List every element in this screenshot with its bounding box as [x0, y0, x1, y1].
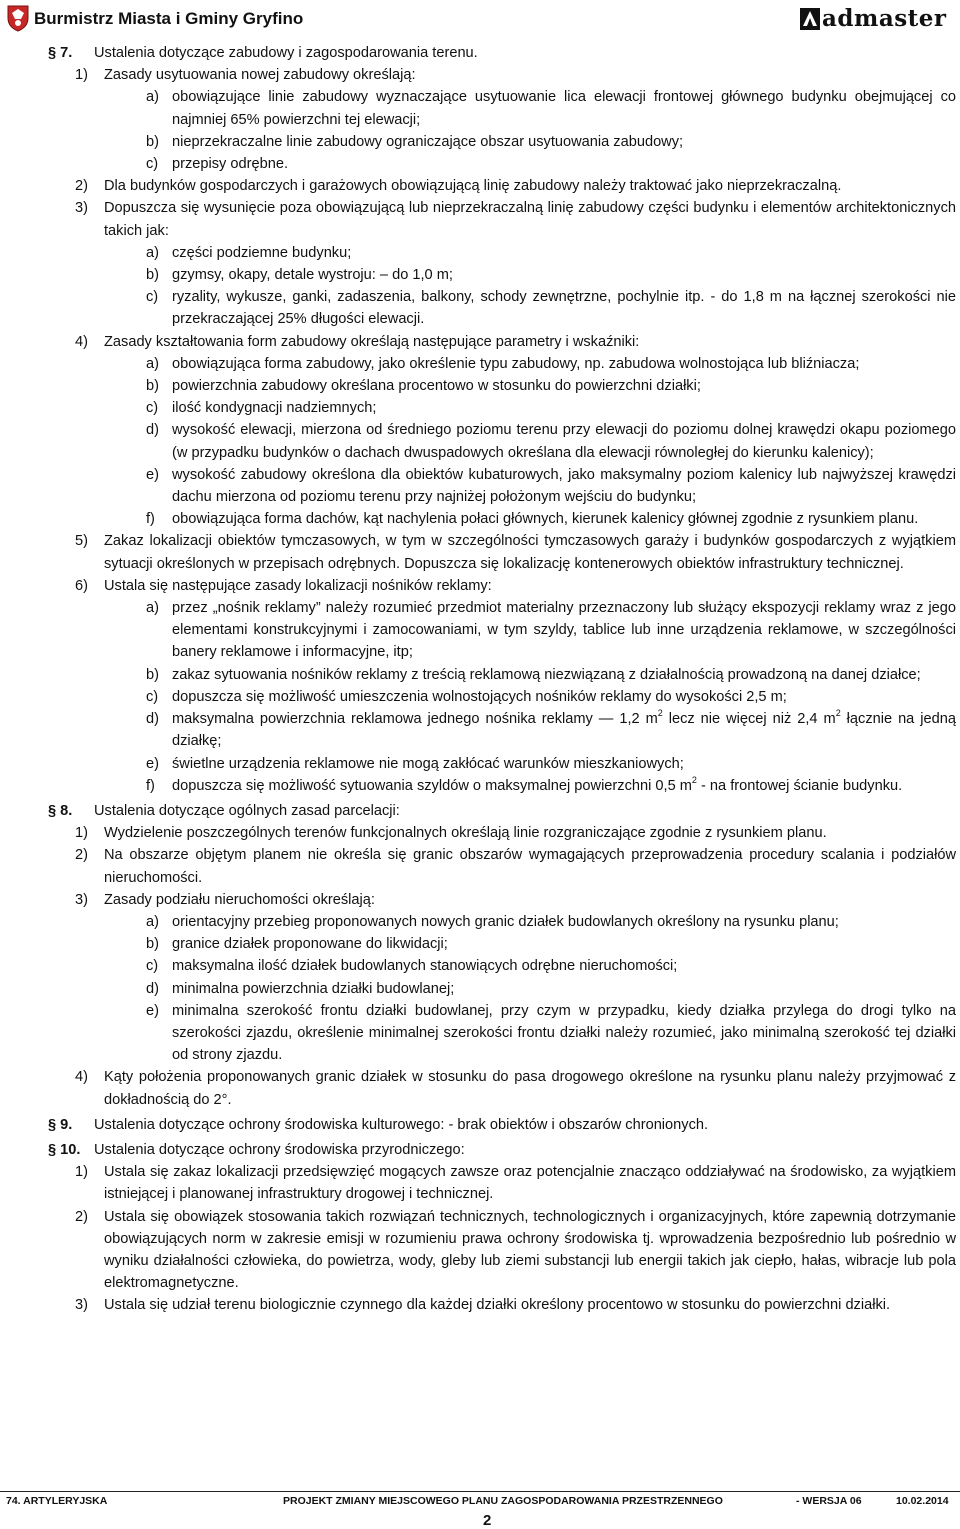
item-label: 4) [75, 333, 88, 350]
item-label: 4) [75, 1069, 88, 1086]
item-label: f) [146, 511, 155, 528]
page-footer [0, 1488, 960, 1528]
lettered-item [48, 775, 956, 797]
item-text: Zakaz lokalizacji obiektów tymczasowych, w tym w szczególności tymczasowych garaży i budynków gospodarczych z wyjątkiem sytuacji określonych w przepisach odrębnych. Dopuszcza się lokalizację kontenerowych obiektów infrastruktury technicznej. [104, 533, 956, 572]
item-label: c) [146, 958, 159, 975]
lettered-item [48, 933, 956, 955]
lettered-item [48, 86, 956, 130]
lettered-item [48, 419, 956, 463]
item-text: Zasady kształtowania form zabudowy określają następujące parametry i wskaźniki: [104, 333, 640, 350]
coat-of-arms-icon [6, 4, 30, 32]
item-text: minimalna szerokość frontu działki budowlanej, przy czym w przypadku, kiedy działka przylega do drogi tylko na szerokości zjazdu, określenie minimalnej szerokości frontu działki należy rozumieć, jako minimalną szerokość tej działki od strony zjazdu. [172, 1002, 956, 1064]
page-header [0, 0, 960, 40]
lettered-item [48, 153, 956, 175]
item-text [172, 708, 956, 750]
footer-version: - WERSJA 06 [796, 1495, 862, 1507]
item-text: Dopuszcza się wysunięcie poza obowiązującą lub nieprzekraczalną linię zabudowy części budynku i elementów architektonicznych takich jak: [104, 200, 956, 239]
item-label: 1) [75, 825, 88, 842]
text-part: łącznie na jedną działkę; [172, 711, 956, 750]
section-8 [48, 800, 956, 1111]
superscript: 2 [835, 708, 841, 719]
numbered-item [48, 1161, 956, 1205]
item-text: Ustala się zakaz lokalizacji przedsięwzięć mogących zawsze oraz potencjalnie znacząco oddziaływać na środowisko, za wyjątkiem istniejącej i planowanej infrastruktury drogowej i technicznej. [104, 1164, 956, 1203]
section-9 [48, 1114, 956, 1136]
text-part: lecz nie więcej niż 2,4 m [662, 711, 836, 728]
superscript: 2 [657, 708, 663, 719]
item-text: nieprzekraczalne linie zabudowy ograniczające obszar usytuowania zabudowy; [172, 133, 684, 150]
item-text: Wydzielenie poszczególnych terenów funkcjonalnych określają linie rozgraniczające zgodnie z rysunkiem planu. [104, 825, 827, 842]
superscript: 2 [691, 774, 697, 785]
lettered-item [48, 664, 956, 686]
item-label: c) [146, 156, 159, 173]
numbered-item [48, 575, 956, 597]
item-label: d) [146, 980, 159, 997]
item-label: c) [146, 289, 159, 306]
item-label: b) [146, 378, 159, 395]
item-label: 3) [75, 200, 88, 217]
item-label: d) [146, 711, 159, 728]
item-label: a) [146, 244, 159, 261]
item-label: b) [146, 133, 159, 150]
section-7 [48, 42, 956, 797]
numbered-item [48, 331, 956, 353]
lettered-item [48, 375, 956, 397]
section-number: § 9. [48, 1116, 73, 1133]
item-text: Na obszarze objętym planem nie określa się granic obszarów wymagających przeprowadzenia procedury scalania i podziałów nieruchomości. [104, 847, 956, 886]
numbered-item [48, 1294, 956, 1316]
item-label: d) [146, 422, 159, 439]
lettered-item [48, 955, 956, 977]
item-text: przepisy odrębne. [172, 156, 289, 173]
lettered-item [48, 131, 956, 153]
item-label: e) [146, 1002, 159, 1019]
item-label: 3) [75, 1297, 88, 1314]
item-text: wysokość zabudowy określona dla obiektów kubaturowych, jako maksymalny poziom kalenicy lub najwyższej krawędzi dachu mierzona od poziomu terenu przy najniżej położonym wejściu do budynku; [172, 466, 956, 506]
item-label: c) [146, 400, 159, 417]
lettered-item [48, 753, 956, 775]
item-text [172, 774, 903, 794]
item-label: b) [146, 936, 159, 953]
lettered-item [48, 353, 956, 375]
item-label: a) [146, 89, 159, 106]
footer-divider [0, 1491, 960, 1492]
item-label: 6) [75, 577, 88, 594]
item-label: 1) [75, 1164, 88, 1181]
item-label: 2) [75, 1208, 88, 1225]
footer-date: 10.02.2014 [896, 1495, 949, 1507]
numbered-item [48, 822, 956, 844]
item-text: przez „nośnik reklamy” należy rozumieć przedmiot materialny przeznaczony lub służący ekspozycji reklamy wraz z jego elementami konstrukcyjnymi i zamocowaniami, w tym szyldy, tablice lub inne urządzenia reklamowe, w szczególności banery reklamowe i informacyjne, itp; [172, 600, 956, 661]
lettered-item [48, 911, 956, 933]
numbered-item [48, 530, 956, 574]
item-label: 2) [75, 847, 88, 864]
section-title: Ustalenia dotyczące ochrony środowiska kulturowego: - brak obiektów i obszarów chronionych. [94, 1116, 709, 1133]
item-label: e) [146, 755, 159, 772]
item-label: a) [146, 355, 159, 372]
item-label: f) [146, 777, 155, 794]
item-label: b) [146, 666, 159, 683]
lettered-item [48, 508, 956, 530]
admaster-logo-icon [800, 8, 820, 30]
lettered-item [48, 597, 956, 664]
numbered-item [48, 889, 956, 911]
admaster-logo [800, 6, 945, 34]
lettered-item [48, 264, 956, 286]
item-text: wysokość elewacji, mierzona od średniego poziomu terenu przy elewacji do poziomu dolnej krawędzi okapu poziomego (w przypadku budynków o dachach dwuspadowych określana dla elewacji równoległej do kierunku kalenicy); [172, 422, 956, 461]
item-text: części podziemne budynku; [172, 244, 352, 261]
item-label: b) [146, 267, 159, 284]
section-10 [48, 1139, 956, 1317]
section-number: § 7. [48, 45, 73, 61]
section-title: Ustalenia dotyczące zabudowy i zagospodarowania terenu. [94, 45, 478, 61]
section-number: § 8. [48, 802, 73, 819]
lettered-item [48, 1000, 956, 1067]
item-text: Ustala się udział terenu biologicznie czynnego dla każdej działki określony procentowo w stosunku do powierzchni działki. [104, 1297, 891, 1314]
section-title: Ustalenia dotyczące ogólnych zasad parcelacji: [94, 802, 400, 819]
item-text: orientacyjny przebieg proponowanych nowych granic działek budowlanych określony na rysunku planu; [172, 913, 839, 930]
lettered-item [48, 686, 956, 708]
item-text: Zasady podziału nieruchomości określają: [104, 891, 375, 908]
item-text: Zasady usytuowania nowej zabudowy określają: [104, 67, 416, 84]
lettered-item [48, 708, 956, 752]
item-text: Ustala się następujące zasady lokalizacji nośników reklamy: [104, 577, 492, 594]
section-number: § 10. [48, 1141, 81, 1158]
item-label: 5) [75, 533, 88, 550]
item-text: świetlne urządzenia reklamowe nie mogą zakłócać warunków mieszkaniowych; [172, 755, 684, 772]
item-text: obowiązujące linie zabudowy wyznaczające usytuowanie lica elewacji frontowej głównego budynku obejmującej co najmniej 65% powierzchni tej elewacji; [172, 89, 956, 128]
item-label: c) [146, 688, 159, 705]
numbered-item [48, 844, 956, 888]
item-label: 1) [75, 67, 88, 84]
item-text: ryzality, wykusze, ganki, zadaszenia, balkony, schody zewnętrzne, pochylnie itp. - do 1,8 m na łącznej szerokości nie przekraczającej 25% długości elewacji. [172, 289, 956, 328]
logo-text: admaster [822, 5, 947, 32]
footer-project-title: PROJEKT ZMIANY MIEJSCOWEGO PLANU ZAGOSPODAROWANIA PRZESTRZENNEGO [283, 1495, 723, 1507]
lettered-item [48, 397, 956, 419]
footer-plan-name: 74. ARTYLERYJSKA [6, 1495, 108, 1507]
text-part: maksymalna powierzchnia reklamowa jednego nośnika reklamy — 1,2 m [172, 711, 658, 728]
item-text: obowiązująca forma dachów, kąt nachylenia połaci głównych, kierunek kalenicy głównej zgodnie z rysunkiem planu. [172, 511, 919, 528]
numbered-item [48, 197, 956, 241]
item-text: powierzchnia zabudowy określana procentowo w stosunku do powierzchni działki; [172, 378, 701, 395]
lettered-item [48, 978, 956, 1000]
numbered-item [48, 175, 956, 197]
lettered-item [48, 242, 956, 264]
item-label: a) [146, 913, 159, 930]
item-text: ilość kondygnacji nadziemnych; [172, 400, 377, 417]
item-text: gzymsy, okapy, detale wystroju: – do 1,0 m; [172, 267, 453, 284]
page-number: 2 [483, 1512, 492, 1529]
item-text: zakaz sytuowania nośników reklamy z treścią reklamową niezwiązaną z działalnością prowadzoną na danej działce; [172, 666, 921, 683]
section-title: Ustalenia dotyczące ochrony środowiska przyrodniczego: [94, 1141, 465, 1158]
header-title: Burmistrz Miasta i Gminy Gryfino [34, 9, 304, 28]
item-label: 2) [75, 178, 88, 195]
item-label: e) [146, 466, 159, 483]
document-body [48, 40, 956, 1317]
lettered-item [48, 286, 956, 330]
numbered-item [48, 1066, 956, 1110]
item-text: Kąty położenia proponowanych granic działek w stosunku do pasa drogowego określone na rysunku planu należy przyjmować z dokładnością do 2°. [104, 1069, 956, 1108]
item-label: a) [146, 600, 159, 617]
item-text: minimalna powierzchnia działki budowlanej; [172, 980, 455, 997]
item-text: granice działek proponowane do likwidacji; [172, 936, 448, 953]
item-label: 3) [75, 891, 88, 908]
text-part: - na frontowej ścianie budynku. [696, 777, 903, 794]
text-part: dopuszcza się możliwość sytuowania szyldów o maksymalnej powierzchni 0,5 m [172, 777, 692, 794]
numbered-item [48, 1206, 956, 1295]
item-text: Dla budynków gospodarczych i garażowych obowiązującą linię zabudowy należy traktować jako nieprzekraczalną. [104, 178, 842, 195]
item-text: dopuszcza się możliwość umieszczenia wolnostojących nośników reklamy do wysokości 2,5 m; [172, 688, 787, 705]
item-text: Ustala się obowiązek stosowania takich rozwiązań technicznych, technologicznych i organizacyjnych, które zapewnią dotrzymanie obowiązujących norm w zakresie emisji w rozumieniu prawa ochrony środowiska tj. wprowadzenia bezpośrednio lub pośrednio w wyniku działalności człowieka, do powietrza, wody, gleby lub ziemi substancji lub energii takich jak ciepło, hałas, wibracje lub pola elektromagnetyczne. [104, 1208, 956, 1292]
item-text: obowiązująca forma zabudowy, jako określenie typu zabudowy, np. zabudowa wolnostojąca lub bliźniacza; [172, 355, 860, 372]
item-text: maksymalna ilość działek budowlanych stanowiących odrębne nieruchomości; [172, 958, 678, 975]
numbered-item [48, 64, 956, 86]
lettered-item [48, 464, 956, 508]
